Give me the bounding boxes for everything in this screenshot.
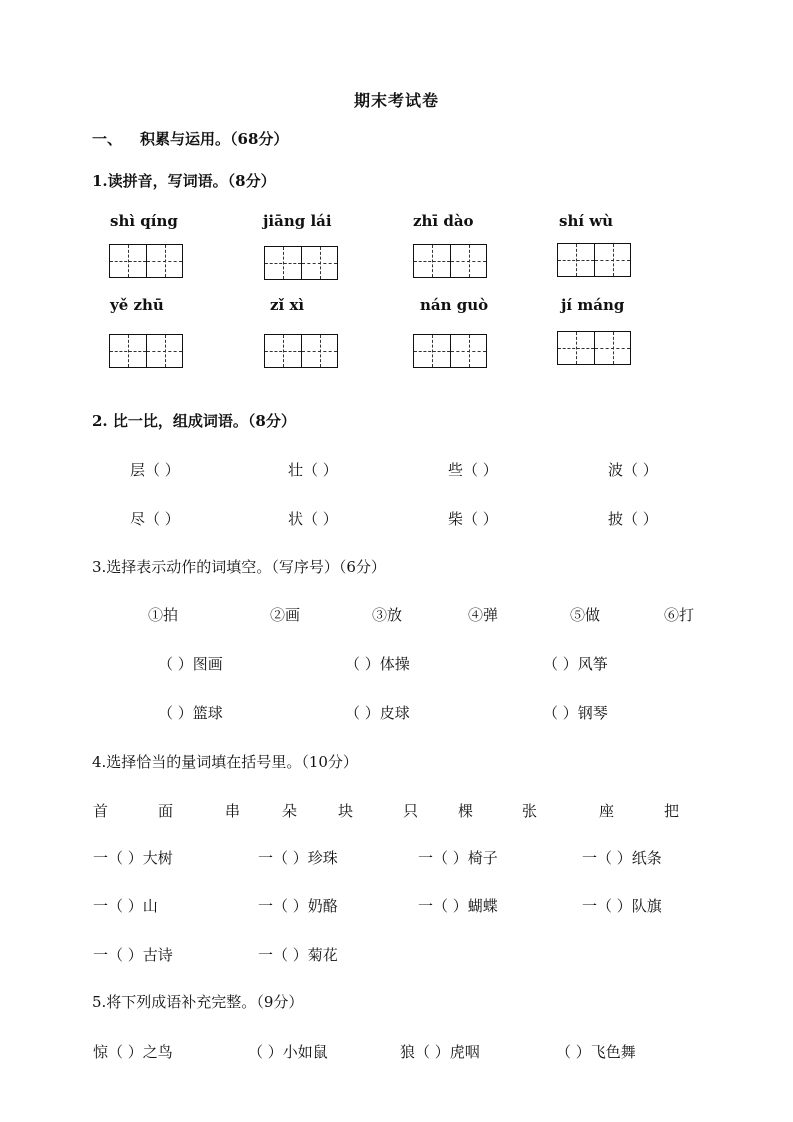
option: ⑤做: [570, 606, 601, 624]
q3-heading: 3.选择表示动作的词填空。（写序号）（6分）: [92, 558, 386, 576]
writing-grid[interactable]: [413, 244, 487, 278]
writing-grid[interactable]: [413, 334, 487, 368]
idiom-blank[interactable]: （ ）小如鼠: [248, 1043, 328, 1061]
word-blank[interactable]: 些（ ）: [448, 461, 498, 479]
page-title: 期末考试卷: [353, 91, 439, 110]
part1-heading: 积累与运用。（68分）: [140, 130, 289, 148]
q1-heading: 1.读拼音，写词语。（8分）: [92, 172, 276, 190]
option: ⑥打: [664, 606, 695, 624]
measure-word: 把: [664, 802, 680, 820]
idiom-blank[interactable]: 惊（ ）之鸟: [93, 1043, 173, 1061]
writing-grid[interactable]: [557, 243, 631, 277]
writing-grid[interactable]: [109, 244, 183, 278]
measure-word: 首: [93, 802, 109, 820]
pinyin: shí wù: [559, 212, 614, 230]
measure-word: 棵: [458, 802, 474, 820]
word-blank[interactable]: 壮（ ）: [288, 461, 338, 479]
idiom-blank[interactable]: （ ）飞色舞: [556, 1043, 636, 1061]
option: ④弹: [468, 606, 499, 624]
fill-blank[interactable]: （ ）风筝: [543, 655, 608, 673]
pinyin: jí máng: [561, 296, 625, 314]
q5-heading: 5.将下列成语补充完整。（9分）: [92, 993, 304, 1011]
option: ②画: [270, 606, 301, 624]
word-blank[interactable]: 披（ ）: [608, 510, 658, 528]
q2-heading: 2. 比一比，组成词语。（8分）: [92, 412, 296, 430]
fill-blank[interactable]: （ ）体操: [345, 655, 410, 673]
writing-grid[interactable]: [264, 246, 338, 280]
option: ①拍: [148, 606, 179, 624]
fill-blank[interactable]: （ ）图画: [158, 655, 223, 673]
writing-grid[interactable]: [264, 334, 338, 368]
pinyin: zhī dào: [413, 212, 474, 230]
q4-heading: 4.选择恰当的量词填在括号里。（10分）: [92, 753, 358, 771]
fill-blank[interactable]: 一（ ）珍珠: [258, 849, 338, 867]
word-blank[interactable]: 状（ ）: [288, 510, 338, 528]
fill-blank[interactable]: 一（ ）山: [93, 897, 158, 915]
pinyin: jiāng lái: [263, 212, 332, 230]
word-blank[interactable]: 波（ ）: [608, 461, 658, 479]
fill-blank[interactable]: （ ）皮球: [345, 704, 410, 722]
word-blank[interactable]: 层（ ）: [130, 461, 180, 479]
measure-word: 块: [338, 802, 354, 820]
measure-word: 张: [522, 802, 538, 820]
pinyin: nán guò: [420, 296, 489, 314]
option: ③放: [372, 606, 403, 624]
fill-blank[interactable]: 一（ ）队旗: [582, 897, 662, 915]
fill-blank[interactable]: （ ）钢琴: [543, 704, 608, 722]
measure-word: 面: [158, 802, 174, 820]
writing-grid[interactable]: [557, 331, 631, 365]
fill-blank[interactable]: 一（ ）椅子: [418, 849, 498, 867]
part1-label: 一、: [92, 130, 123, 148]
fill-blank[interactable]: 一（ ）大树: [93, 849, 173, 867]
pinyin: zǐ xì: [270, 296, 305, 314]
word-blank[interactable]: 柴（ ）: [448, 510, 498, 528]
fill-blank[interactable]: 一（ ）菊花: [258, 946, 338, 964]
fill-blank[interactable]: 一（ ）蝴蝶: [418, 897, 498, 915]
measure-word: 朵: [282, 802, 298, 820]
pinyin: shì qíng: [110, 212, 178, 230]
fill-blank[interactable]: 一（ ）古诗: [93, 946, 173, 964]
measure-word: 座: [599, 802, 615, 820]
fill-blank[interactable]: 一（ ）纸条: [582, 849, 662, 867]
fill-blank[interactable]: 一（ ）奶酪: [258, 897, 338, 915]
idiom-blank[interactable]: 狼（ ）虎咽: [400, 1043, 480, 1061]
fill-blank[interactable]: （ ）篮球: [158, 704, 223, 722]
measure-word: 串: [225, 802, 241, 820]
word-blank[interactable]: 尽（ ）: [130, 510, 180, 528]
writing-grid[interactable]: [109, 334, 183, 368]
measure-word: 只: [403, 802, 419, 820]
pinyin: yě zhū: [110, 296, 164, 314]
